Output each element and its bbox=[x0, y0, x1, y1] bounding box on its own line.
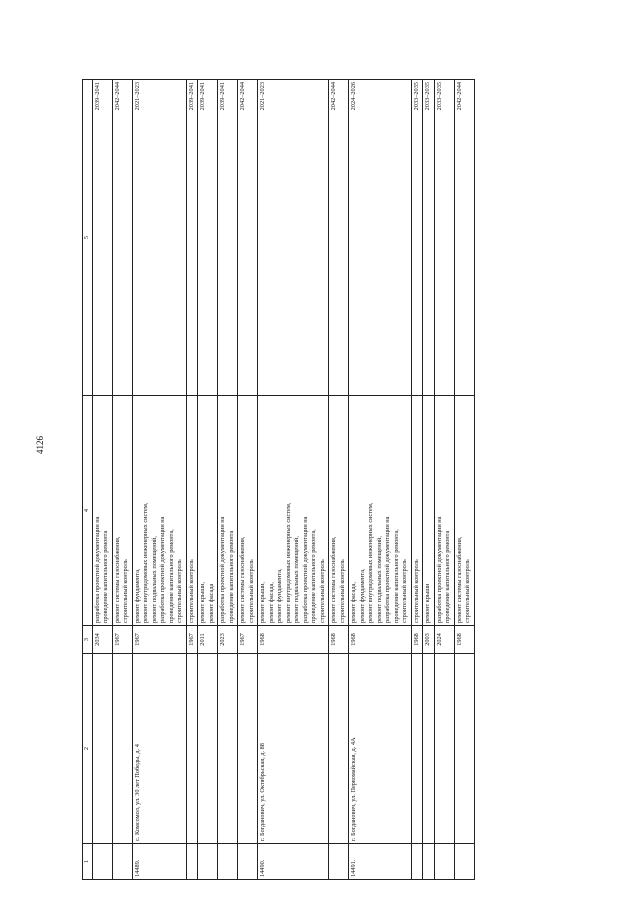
table-row bbox=[186, 80, 198, 880]
year-cell: 1968 bbox=[329, 626, 349, 654]
year-cell: 2034 bbox=[92, 626, 112, 654]
year-cell: 1968 bbox=[349, 626, 412, 654]
works-cell: ремонт системы газоснабжения, строительный контроль bbox=[112, 396, 132, 626]
address-cell bbox=[238, 654, 258, 844]
year-cell: 2003 bbox=[423, 626, 435, 654]
period-cell: 2033–2035 bbox=[411, 80, 423, 396]
period-cell: 2042–2044 bbox=[238, 80, 258, 396]
address-cell bbox=[434, 654, 454, 844]
table-row bbox=[198, 80, 218, 880]
period-cell: 2024–2026 bbox=[349, 80, 412, 396]
works-cell: ремонт фасада, ремонт фундамента, ремонт внутридомовых инженерных систем, ремонт подвальных помещений, разработка проектной документации на проведение капитального ремонта, строительный контроль bbox=[349, 396, 412, 626]
table-row bbox=[349, 80, 412, 880]
works-cell: строительный контроль bbox=[411, 396, 423, 626]
table-row bbox=[92, 80, 112, 880]
address-cell: г. Богданович, ул. Октябрьская, д. 88 bbox=[258, 654, 329, 844]
works-cell: ремонт системы газоснабжения, строительный контроль bbox=[454, 396, 474, 626]
table-row bbox=[112, 80, 132, 880]
works-cell: разработка проектной документации на проведение капитального ремонта bbox=[218, 396, 238, 626]
row-number bbox=[454, 844, 474, 880]
table-row bbox=[423, 80, 435, 880]
table-row bbox=[238, 80, 258, 880]
row-number: 14490. bbox=[258, 844, 329, 880]
address-cell: г. Богданович, ул. Первомайская, д. 4А bbox=[349, 654, 412, 844]
row-number bbox=[329, 844, 349, 880]
row-number: 14491. bbox=[349, 844, 412, 880]
header-row bbox=[83, 80, 93, 880]
period-cell: 2042–2044 bbox=[112, 80, 132, 396]
works-cell: строительный контроль bbox=[186, 396, 198, 626]
address-cell bbox=[92, 654, 112, 844]
row-number bbox=[186, 844, 198, 880]
period-cell: 2039–2041 bbox=[92, 80, 112, 396]
table-row bbox=[218, 80, 238, 880]
table-row bbox=[454, 80, 474, 880]
year-cell: 2011 bbox=[198, 626, 218, 654]
year-cell: 1967 bbox=[112, 626, 132, 654]
row-number bbox=[411, 844, 423, 880]
period-cell: 2039–2041 bbox=[218, 80, 238, 396]
document-table-rotated bbox=[82, 80, 569, 880]
period-cell: 2021–2023 bbox=[132, 80, 186, 396]
address-cell bbox=[329, 654, 349, 844]
header-cell-4: 4 bbox=[83, 396, 93, 626]
table-row bbox=[132, 80, 186, 880]
address-cell bbox=[454, 654, 474, 844]
table-row bbox=[258, 80, 329, 880]
works-cell: ремонт системы газоснабжения, строительный контроль bbox=[238, 396, 258, 626]
period-cell: 2033–2035 bbox=[434, 80, 454, 396]
year-cell: 1967 bbox=[238, 626, 258, 654]
year-cell: 1968 bbox=[258, 626, 329, 654]
repair-schedule-table bbox=[82, 79, 475, 880]
row-number bbox=[112, 844, 132, 880]
table-row bbox=[434, 80, 454, 880]
address-cell bbox=[218, 654, 238, 844]
row-number bbox=[218, 844, 238, 880]
table-row bbox=[329, 80, 349, 880]
year-cell: 1967 bbox=[132, 626, 186, 654]
address-cell bbox=[423, 654, 435, 844]
works-cell: ремонт крыши, ремонт фасада bbox=[198, 396, 218, 626]
row-number: 14489. bbox=[132, 844, 186, 880]
period-cell: 2039–2041 bbox=[198, 80, 218, 396]
address-cell bbox=[112, 654, 132, 844]
works-cell: ремонт крыши, ремонт фасада, ремонт фундамента, ремонт внутридомовых инженерных систем, ремонт подвальных помещений, разработка проектной документации на проведение капитального ремонта, строительный контроль bbox=[258, 396, 329, 626]
page-number: 4126 bbox=[35, 436, 45, 454]
address-cell: с. Комсомол, ул. 30 лет Победы, д. 4 bbox=[132, 654, 186, 844]
header-cell-3: 3 bbox=[83, 626, 93, 654]
year-cell: 2024 bbox=[434, 626, 454, 654]
year-cell: 1967 bbox=[186, 626, 198, 654]
header-cell-1: 1 bbox=[83, 844, 93, 880]
row-number bbox=[92, 844, 112, 880]
header-cell-5: 5 bbox=[83, 80, 93, 396]
period-cell: 2042–2044 bbox=[454, 80, 474, 396]
table-row bbox=[411, 80, 423, 880]
header-cell-2: 2 bbox=[83, 654, 93, 844]
period-cell: 2021–2023 bbox=[258, 80, 329, 396]
period-cell: 2039–2041 bbox=[186, 80, 198, 396]
period-cell: 2042–2044 bbox=[329, 80, 349, 396]
address-cell bbox=[411, 654, 423, 844]
year-cell: 1968 bbox=[411, 626, 423, 654]
works-cell: ремонт фундамента, ремонт внутридомовых инженерных систем, ремонт подвальных помещений, разработка проектной документации на проведение капитального ремонта, строительный контроль bbox=[132, 396, 186, 626]
works-cell: ремонт системы газоснабжения, строительный контроль bbox=[329, 396, 349, 626]
address-cell bbox=[198, 654, 218, 844]
works-cell: разработка проектной документации на проведение капитального ремонта bbox=[434, 396, 454, 626]
works-cell: ремонт крыши bbox=[423, 396, 435, 626]
period-cell: 2033–2035 bbox=[423, 80, 435, 396]
row-number bbox=[434, 844, 454, 880]
row-number bbox=[198, 844, 218, 880]
year-cell: 1968 bbox=[454, 626, 474, 654]
address-cell bbox=[186, 654, 198, 844]
works-cell: разработка проектной документации на проведение капитального ремонта bbox=[92, 396, 112, 626]
row-number bbox=[423, 844, 435, 880]
year-cell: 2023 bbox=[218, 626, 238, 654]
row-number bbox=[238, 844, 258, 880]
